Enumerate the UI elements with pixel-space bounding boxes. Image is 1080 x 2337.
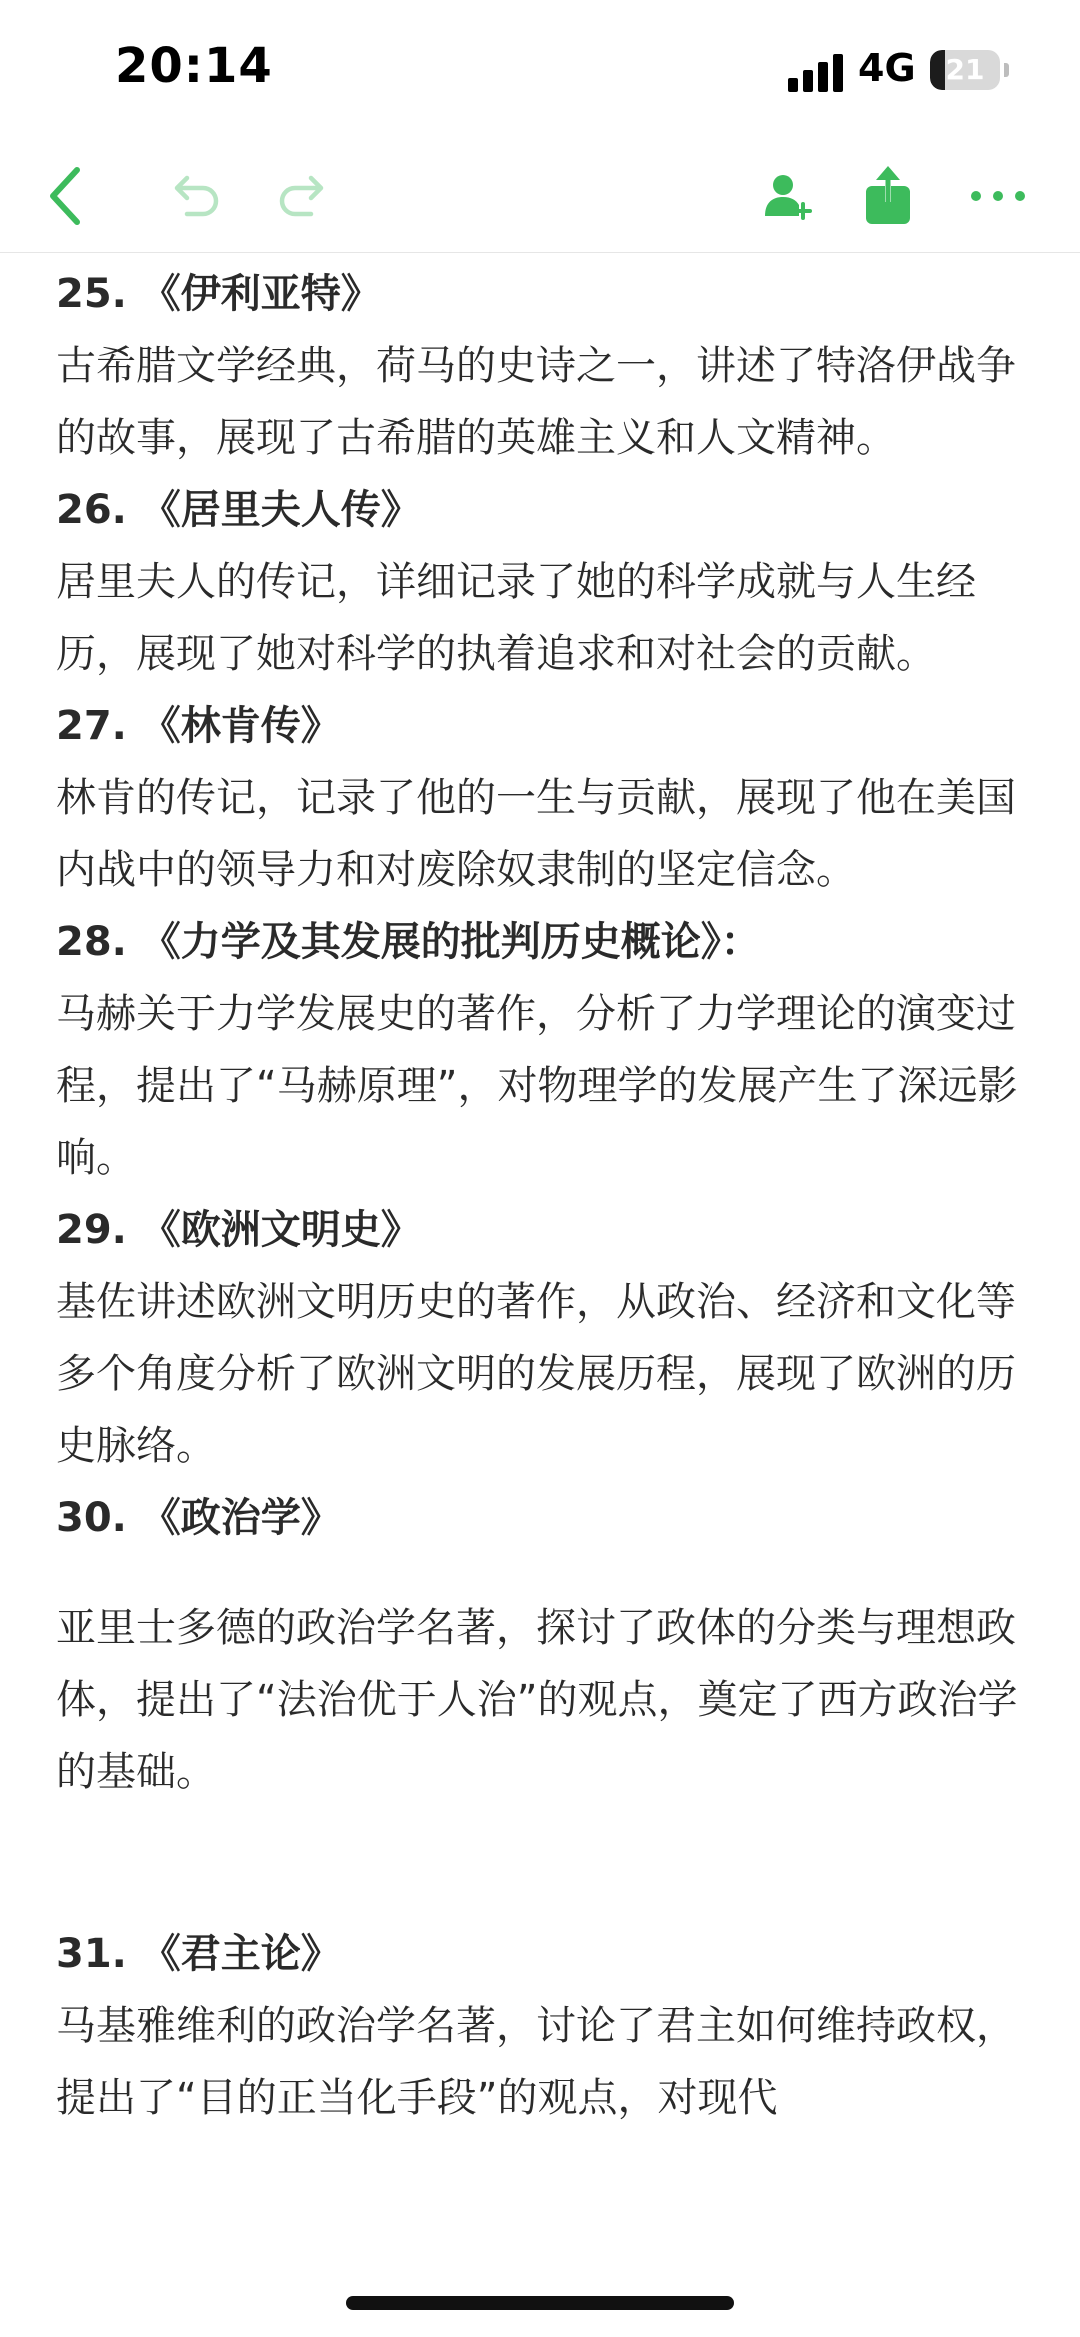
blank-line (56, 1554, 1026, 1592)
more-icon[interactable] (958, 140, 1038, 252)
list-item (56, 1482, 1026, 1808)
entry-title: 28. 《力学及其发展的批判历史概论》： (56, 919, 761, 965)
network-type: 4G (858, 46, 916, 90)
back-arrow-icon[interactable] (30, 140, 100, 252)
list-item (56, 906, 1026, 1194)
undo-icon[interactable] (160, 140, 230, 252)
editor-toolbar (0, 140, 1080, 253)
status-time: 20:14 (115, 38, 273, 94)
entry-body: 亚里士多德的政治学名著，探讨了政体的分类与理想政体，提出了“法治优于人治”的观点，奠定了西方政治学的基础。 (56, 1605, 1018, 1795)
list-item (56, 1194, 1026, 1482)
entry-body: 古希腊文学经典，荷马的史诗之一，讲述了特洛伊战争的故事，展现了古希腊的英雄主义和人文精神。 (56, 343, 1016, 461)
entry-title: 25. 《伊利亚特》 (56, 271, 381, 317)
list-item (56, 1918, 1026, 2134)
blank-line (56, 1808, 1026, 1918)
list-item (56, 690, 1026, 906)
list-item (56, 258, 1026, 474)
entry-title: 26. 《居里夫人传》 (56, 487, 421, 533)
status-bar (0, 0, 1080, 140)
cellular-signal-icon (788, 52, 844, 92)
list-item (56, 474, 1026, 690)
entry-title: 29. 《欧洲文明史》 (56, 1207, 421, 1253)
entry-body: 居里夫人的传记，详细记录了她的科学成就与人生经历，展现了她对科学的执着追求和对社会的贡献。 (56, 559, 976, 677)
entry-title: 30. 《政治学》 (56, 1495, 341, 1541)
entry-title: 27. 《林肯传》 (56, 703, 341, 749)
entry-body: 林肯的传记，记录了他的一生与贡献，展现了他在美国内战中的领导力和对废除奴隶制的坚定信念。 (56, 775, 1016, 893)
entry-body: 马赫关于力学发展史的著作，分析了力学理论的演变过程，提出了“马赫原理”，对物理学的发展产生了深远影响。 (56, 991, 1018, 1181)
battery-tip (1004, 63, 1009, 77)
battery-level: 21 (945, 53, 985, 86)
entry-body: 基佐讲述欧洲文明历史的著作，从政治、经济和文化等多个角度分析了欧洲文明的发展历程，展现了欧洲的历史脉络。 (56, 1279, 1016, 1469)
entry-title: 31. 《君主论》 (56, 1931, 341, 1977)
redo-icon[interactable] (268, 140, 338, 252)
entry-body: 马基雅维利的政治学名著，讨论了君主如何维持政权，提出了“目的正当化手段”的观点，对现代 (56, 2003, 1016, 2121)
note-content[interactable] (56, 258, 1026, 2134)
add-collaborator-icon[interactable] (752, 140, 822, 252)
home-indicator[interactable] (346, 2296, 734, 2310)
battery-icon (930, 50, 1000, 90)
share-icon[interactable] (853, 140, 923, 252)
